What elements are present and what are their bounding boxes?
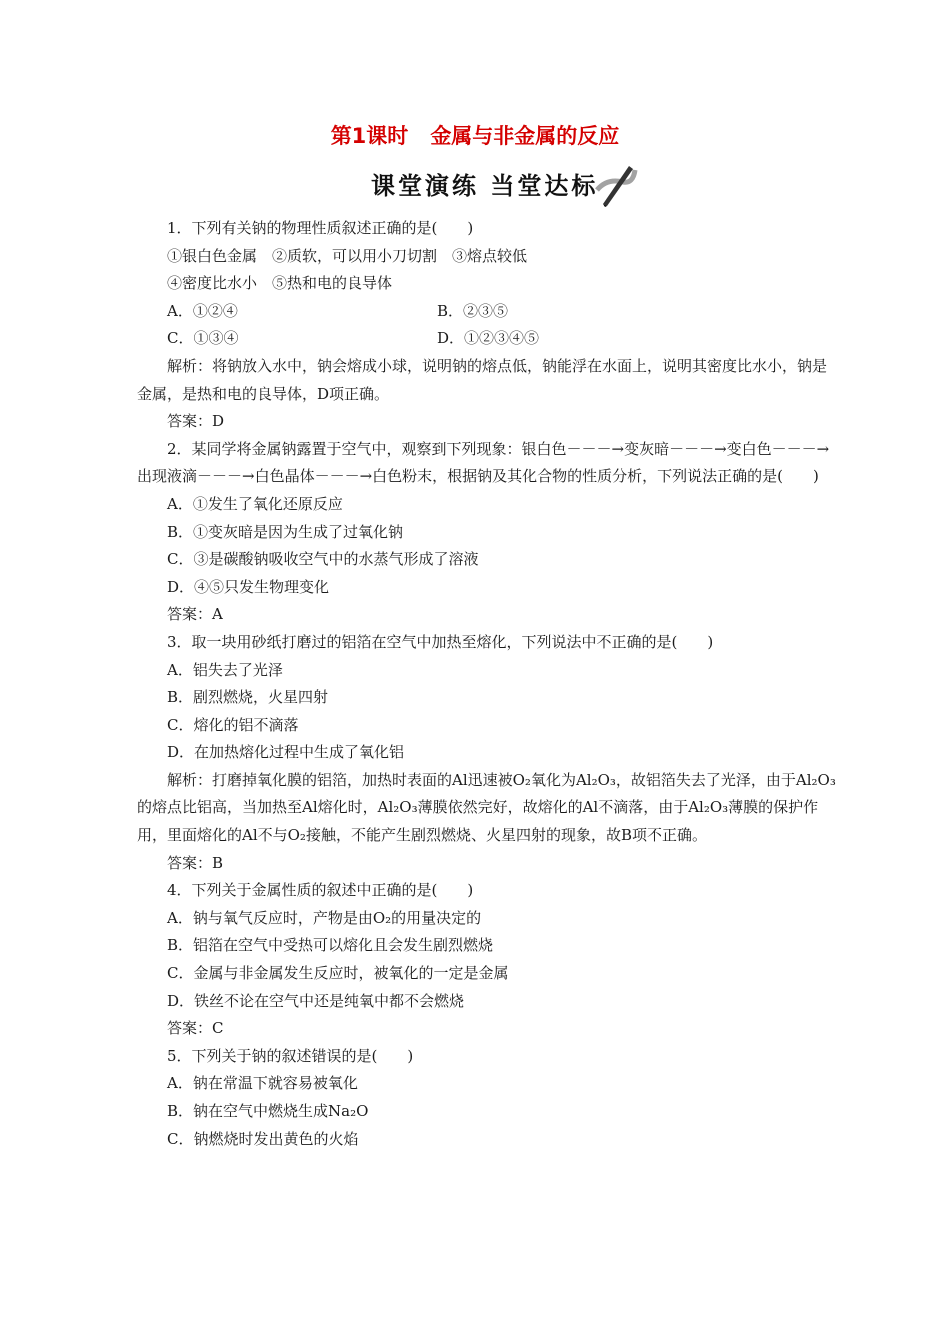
q2-option-b: B．①变灰暗是因为生成了过氧化钠 [167,522,404,541]
q1-option-d: D．①②③④⑤ [437,329,540,348]
q1-option-a: A．①②④ [167,301,238,320]
q5-option-a: A．钠在常温下就容易被氧化 [167,1074,358,1093]
q2-answer: 答案：A [167,605,223,624]
q5-option-c: C．钠燃烧时发出黄色的火焰 [167,1129,359,1148]
q3-answer: 答案：B [167,853,224,872]
q4-option-a: A．钠与氧气反应时，产物是由O₂的用量决定的 [167,908,482,927]
q1-options-row-1 [137,298,840,326]
exercise-content [137,215,840,1153]
q2-option-a: A．①发生了氧化还原反应 [167,494,343,513]
lesson-number: 第1课时 [330,124,409,148]
q2-option-c: C．③是碳酸钠吸收空气中的水蒸气形成了溶液 [167,550,479,569]
q4-option-c: C．金属与非金属发生反应时，被氧化的一定是金属 [167,964,509,983]
q1-items-2: ④密度比水小 ⑤热和电的良导体 [167,274,393,293]
q5-stem: 5．下列关于钠的叙述错误的是( ) [167,1046,414,1065]
q3-option-b: B．剧烈燃烧，火星四射 [167,688,329,707]
q1-analysis: 解析：将钠放入水中，钠会熔成小球，说明钠的熔点低，钠能浮在水面上，说明其密度比水小，钠是金属，是热和电的良导体，D项正确。 [137,356,828,403]
q3-option-d: D．在加热熔化过程中生成了氧化铝 [167,743,405,762]
q4-option-d: D．铁丝不论在空气中还是纯氧中都不会燃烧 [167,991,465,1010]
q3-stem: 3．取一块用砂纸打磨过的铝箔在空气中加热至熔化，下列说法中不正确的是( ) [167,632,714,651]
q3-analysis: 解析：打磨掉氧化膜的铝箔，加热时表面的Al迅速被O₂氧化为Al₂O₃，故铝箔失去了光泽，由于Al₂O₃的熔点比铝高，当加热至Al熔化时，Al₂O₃薄膜依然完好，故熔化的Al不滴落，由于Al₂O₃薄膜的保护作用，里面熔化的Al不与O₂接触，不能产生剧烈燃烧、火星四射的现象，故B项不正确。 [137,770,836,845]
q1-items-1: ①银白色金属 ②质软，可以用小刀切割 ③熔点较低 [167,246,528,265]
q3-option-a: A．铝失去了光泽 [167,660,283,679]
q3-option-c: C．熔化的铝不滴落 [167,715,299,734]
q4-option-b: B．铝箔在空气中受热可以熔化且会发生剧烈燃烧 [167,936,494,955]
q1-stem: 1．下列有关钠的物理性质叙述正确的是( ) [167,219,474,237]
pen-icon [593,160,639,208]
q2-stem: 2．某同学将金属钠露置于空气中，观察到下列现象：银白色－－－→变灰暗－－－→变白色－－－→出现液滴－－－→白色晶体－－－→白色粉末，根据钠及其化合物的性质分析，下列说法正确的是( ) [137,439,830,486]
q1-option-b: B．②③⑤ [437,301,509,320]
q1-options-row-2 [137,325,840,353]
lesson-topic: 金属与非金属的反应 [430,124,620,148]
q1-answer: 答案：D [167,412,225,431]
q1-option-c: C．①③④ [167,329,239,348]
banner-label: 课堂演练 当堂达标 [371,172,599,200]
q4-answer: 答案：C [167,1019,224,1038]
q2-option-d: D．④⑤只发生物理变化 [167,577,330,596]
q4-stem: 4．下列关于金属性质的叙述中正确的是( ) [167,881,474,900]
section-banner [365,160,665,208]
q5-option-b: B．钠在空气中燃烧生成Na₂O [167,1102,369,1120]
lesson-title [0,120,950,150]
